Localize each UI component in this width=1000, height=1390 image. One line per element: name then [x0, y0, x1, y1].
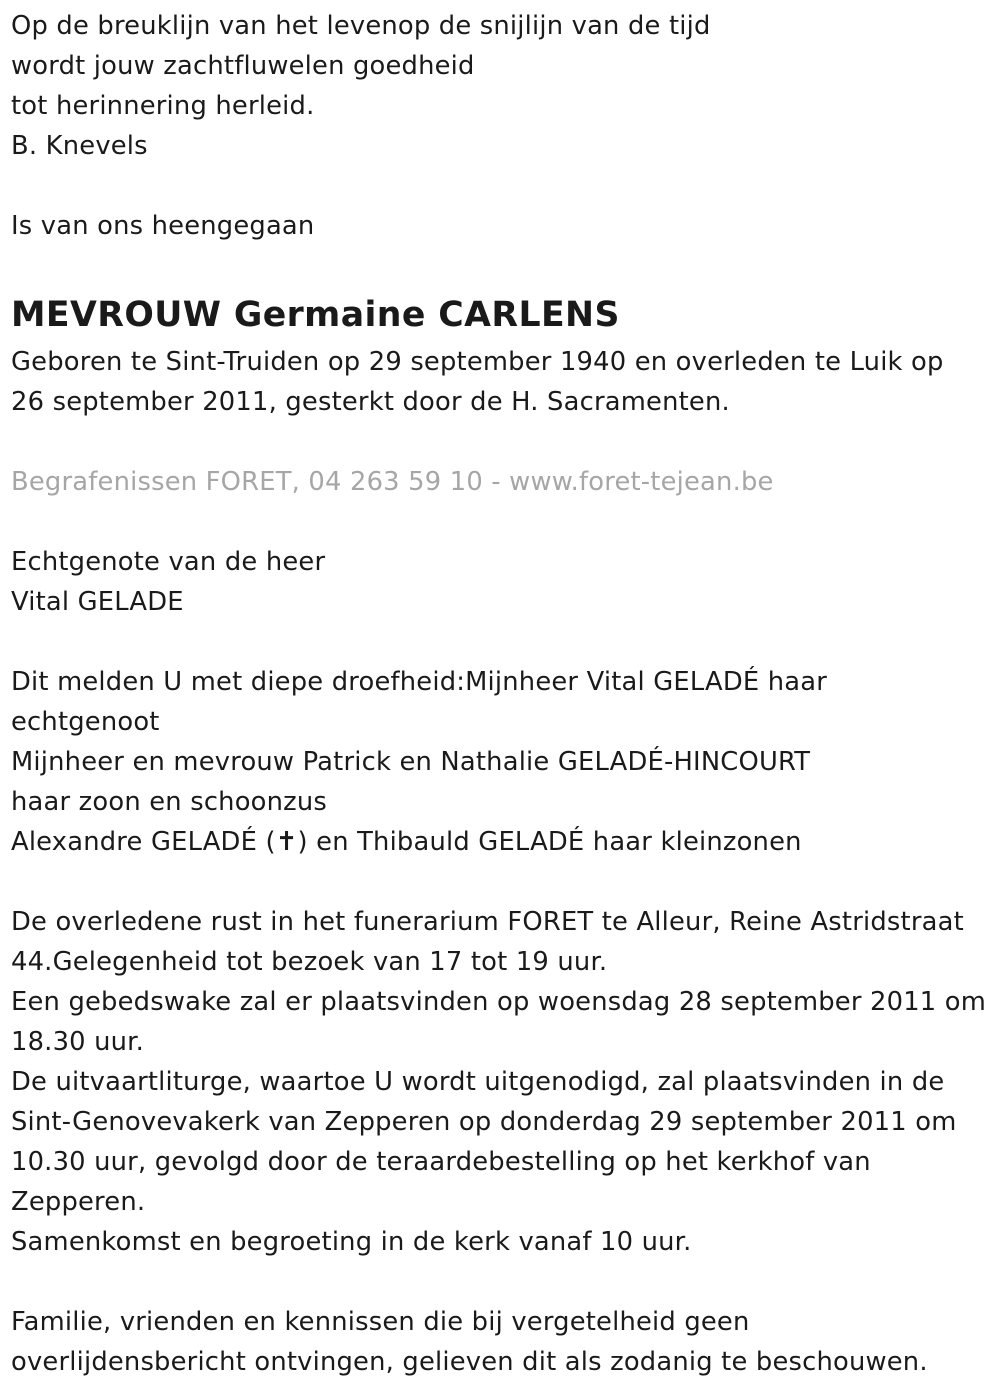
- family-line: haar zoon en schoonzus: [11, 787, 328, 817]
- deceased-section: [11, 286, 1000, 422]
- spouse-section: [11, 542, 1000, 622]
- grandsons-text-before: Alexandre GELADÉ (: [11, 827, 276, 857]
- arrangements-line: Een gebedswake zal er plaatsvinden op woensdag 28 september 2011 om: [11, 987, 987, 1017]
- arrangements-line: De overledene rust in het funerarium FORET te Alleur, Reine Astridstraat: [11, 907, 964, 937]
- deceased-detail: 26 september 2011, gesterkt door de H. Sacramenten.: [11, 387, 730, 417]
- funeral-home-info: Begrafenissen FORET, 04 263 59 10 - www.foret-tejean.be: [11, 467, 774, 497]
- arrangements-line: Sint-Genovevakerk van Zepperen op donderdag 29 september 2011 om: [11, 1107, 957, 1137]
- spacer: [11, 246, 1000, 286]
- family-line: echtgenoot: [11, 707, 160, 737]
- family-line: Mijnheer en mevrouw Patrick en Nathalie GELADÉ-HINCOURT: [11, 747, 811, 777]
- arrangements-line: Samenkomst en begroeting in de kerk vanaf 10 uur.: [11, 1227, 692, 1257]
- intro-text: Is van ons heengegaan: [11, 211, 315, 241]
- closing-line: overlijdensbericht ontvingen, gelieven dit als zodanig te beschouwen.: [11, 1347, 928, 1377]
- grandsons-text-after: ) en Thibauld GELADÉ haar kleinzonen: [297, 827, 802, 857]
- spacer: [11, 502, 1000, 542]
- poem-line: wordt jouw zachtfluwelen goedheid: [11, 51, 475, 81]
- spacer: [11, 1262, 1000, 1302]
- spacer: [11, 166, 1000, 206]
- closing-section: [11, 1302, 1000, 1382]
- arrangements-line: 10.30 uur, gevolgd door de teraardebestelling op het kerkhof van: [11, 1147, 871, 1177]
- spacer: [11, 422, 1000, 462]
- poem-author: B. Knevels: [11, 131, 148, 161]
- spacer: [11, 862, 1000, 902]
- arrangements-line: 44.Gelegenheid tot bezoek van 17 tot 19 uur.: [11, 947, 608, 977]
- deceased-detail: Geboren te Sint-Truiden op 29 september 1940 en overleden te Luik op: [11, 347, 944, 377]
- family-line: Dit melden U met diepe droefheid:Mijnheer Vital GELADÉ haar: [11, 667, 828, 697]
- family-section: [11, 662, 1000, 862]
- spouse-line: Vital GELADE: [11, 587, 184, 617]
- poem-line: tot herinnering herleid.: [11, 91, 315, 121]
- arrangements-line: 18.30 uur.: [11, 1027, 145, 1057]
- grandsons-line: [11, 822, 991, 862]
- poem-section: [11, 6, 1000, 166]
- arrangements-section: [11, 902, 1000, 1262]
- cross-icon: ✝: [275, 827, 298, 857]
- spouse-line: Echtgenote van de heer: [11, 547, 326, 577]
- arrangements-line: Zepperen.: [11, 1187, 146, 1217]
- poem-line: Op de breuklijn van het levenop de snijlijn van de tijd: [11, 11, 711, 41]
- deceased-name: MEVROUW Germaine CARLENS: [11, 295, 620, 335]
- closing-line: Familie, vrienden en kennissen die bij vergetelheid geen: [11, 1307, 750, 1337]
- spacer: [11, 622, 1000, 662]
- arrangements-line: De uitvaartliturge, waartoe U wordt uitgenodigd, zal plaatsvinden in de: [11, 1067, 945, 1097]
